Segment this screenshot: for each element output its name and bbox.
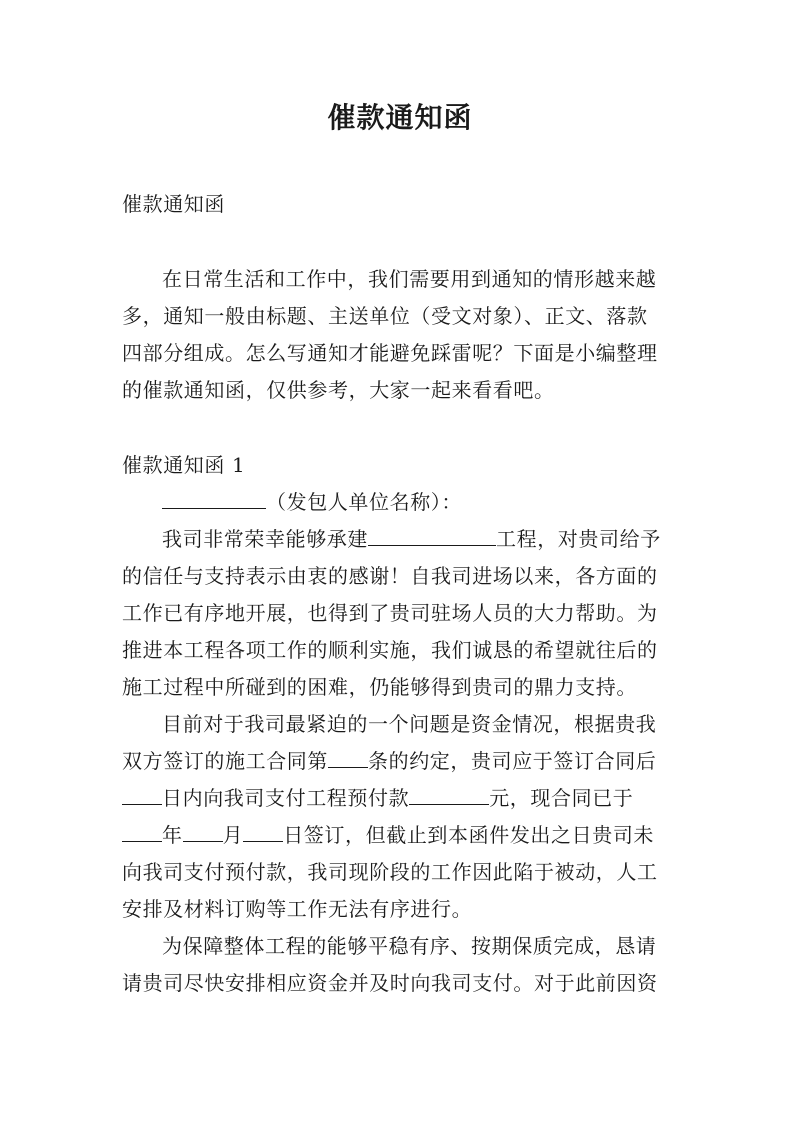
paragraph-line bbox=[122, 780, 682, 817]
paragraph-1 bbox=[122, 521, 682, 706]
paragraph-line bbox=[122, 817, 682, 854]
section-heading: 催款通知函 1 bbox=[122, 453, 246, 477]
intro-line: 在日常生活和工作中，我们需要用到通知的情形越来越 bbox=[162, 267, 657, 291]
paragraph-line: 安排及材料订购等工作无法有序进行。 bbox=[122, 897, 473, 921]
paragraph-line: 的信任与支持表示由衷的感谢！自我司进场以来，各方面的 bbox=[122, 564, 658, 588]
blank-underline bbox=[122, 784, 162, 805]
intro-paragraph bbox=[122, 261, 682, 409]
intro-line: 的催款通知函，仅供参考，大家一起来看看吧。 bbox=[122, 378, 555, 402]
blank-underline bbox=[368, 525, 496, 546]
paragraph-line: 推进本工程各项工作的顺利实施，我们诚恳的希望就往后的 bbox=[122, 638, 658, 662]
intro-line: 多，通知一般由标题、主送单位（受文对象）、正文、落款 bbox=[122, 304, 648, 328]
document-title: 催款通知函 bbox=[327, 101, 473, 134]
addressee-line bbox=[122, 484, 682, 521]
blank-underline bbox=[162, 488, 266, 509]
document-body bbox=[122, 186, 682, 1002]
blank-underline bbox=[243, 821, 283, 842]
paragraph-2 bbox=[122, 706, 682, 928]
paragraph-3 bbox=[122, 928, 682, 1002]
text-segment: 双方签订的施工合同第 bbox=[122, 749, 328, 773]
paragraph-line: 请贵司尽快安排相应资金并及时向我司支付。对于此前因资 bbox=[122, 971, 658, 995]
text-segment: 年 bbox=[162, 823, 183, 847]
document-subtitle: 催款通知函 bbox=[122, 192, 225, 216]
text-segment: 月 bbox=[222, 823, 244, 847]
blank-underline bbox=[122, 821, 162, 842]
blank-underline bbox=[328, 747, 368, 768]
paragraph-line: 施工过程中所碰到的困难，仍能够得到贵司的鼎力支持。 bbox=[122, 675, 637, 699]
paragraph-line: 向我司支付预付款，我司现阶段的工作因此陷于被动，人工 bbox=[122, 860, 658, 884]
addressee-label: （发包人单位名称）： bbox=[266, 490, 462, 514]
intro-line: 四部分组成。怎么写通知才能避免踩雷呢？下面是小编整理 bbox=[122, 341, 658, 365]
text-segment: 日内向我司支付工程预付款 bbox=[162, 786, 410, 810]
paragraph-line: 为保障整体工程的能够平稳有序、按期保质完成，恳请 bbox=[162, 934, 657, 958]
text-segment: 元，现合同已于 bbox=[489, 786, 634, 810]
text-segment: 日签订，但截止到本函件发出之日贵司未 bbox=[283, 823, 655, 847]
blank-underline bbox=[183, 821, 223, 842]
blank-underline bbox=[409, 784, 489, 805]
paragraph-line: 工作已有序地开展，也得到了贵司驻场人员的大力帮助。为 bbox=[122, 601, 658, 625]
text-segment: 工程，对贵司给予 bbox=[496, 527, 661, 551]
paragraph-line bbox=[122, 521, 682, 558]
text-segment: 条的约定，贵司应于签订合同后 bbox=[368, 749, 657, 773]
text-segment: 我司非常荣幸能够承建 bbox=[162, 527, 368, 551]
paragraph-line: 目前对于我司最紧迫的一个问题是资金情况，根据贵我 bbox=[162, 712, 657, 736]
paragraph-line bbox=[122, 743, 682, 780]
